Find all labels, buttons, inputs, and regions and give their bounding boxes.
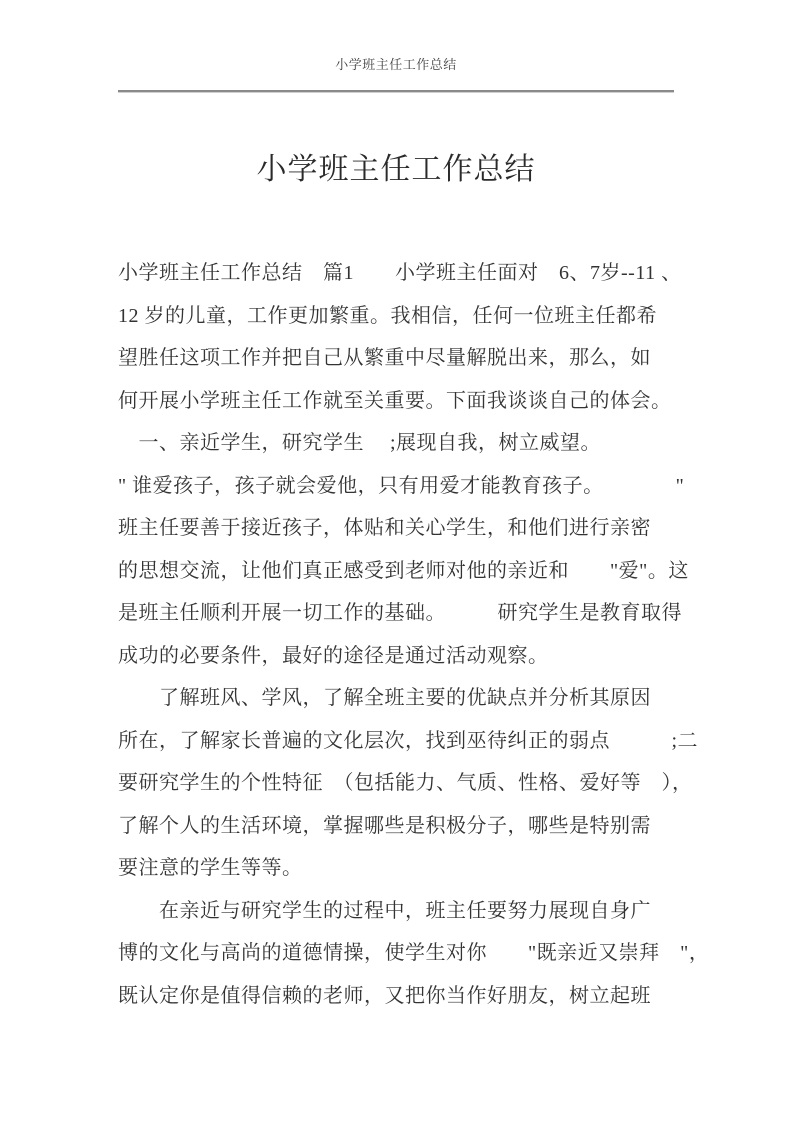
body-line: 何开展小学班主任工作就至关重要。下面我谈谈自己的体会。 — [118, 389, 672, 412]
body-line: 了解个人的生活环境，掌握哪些是积极分子，哪些是特别需 — [118, 814, 651, 837]
body-line: 班主任要善于接近孩子，体贴和关心学生，和他们进行亲密 — [118, 517, 651, 539]
body-line: 12 岁的儿童，工作更加繁重。我相信，任何一位班主任都希 — [118, 304, 657, 327]
body-line: 望胜任这项工作并把自己从繁重中尽量解脱出来，那么，如 — [118, 347, 651, 369]
body-line: " 谁爱孩子，孩子就会爱他，只有用爱才能教育孩子。 " — [118, 474, 685, 497]
body-line: 是班主任顺利开展一切工作的基础。 研究学生是教育取得 — [118, 602, 682, 624]
body-line: 要注意的学生等等。 — [118, 857, 303, 879]
body-line: 了解班风、学风，了解全班主要的优缺点并分析其原因 — [118, 687, 651, 709]
body-line: 小学班主任工作总结 篇1 小学班主任面对 6、7岁--11 、 — [118, 262, 682, 284]
body-line: 的思想交流，让他们真正感受到老师对他的亲近和 "爱"。这 — [118, 559, 689, 582]
body-line: 要研究学生的个性特征 （包括能力、气质、性格、爱好等 ）， — [118, 772, 693, 794]
body-line: 在亲近与研究学生的过程中，班主任要努力展现自身广 — [118, 899, 651, 922]
running-head: 小学班主任工作总结 — [335, 57, 457, 72]
page-title: 小学班主任工作总结 — [256, 153, 536, 186]
body-line: 一、亲近学生，研究学生 ;展现自我，树立威望。 — [118, 432, 602, 454]
body-line: 既认定你是值得信赖的老师，又把你当作好朋友，树立起班 — [118, 984, 651, 1007]
body-line: 所在，了解家长普遍的文化层次，找到巫待纠正的弱点 ;二 — [118, 729, 699, 752]
body-line: 成功的必要条件，最好的途径是通过活动观察。 — [118, 644, 549, 667]
document-body — [118, 252, 710, 1017]
body-line: 博的文化与高尚的道德情操，使学生对你 "既亲近又崇拜 "， — [118, 942, 710, 964]
header-rule-divider — [118, 90, 674, 93]
